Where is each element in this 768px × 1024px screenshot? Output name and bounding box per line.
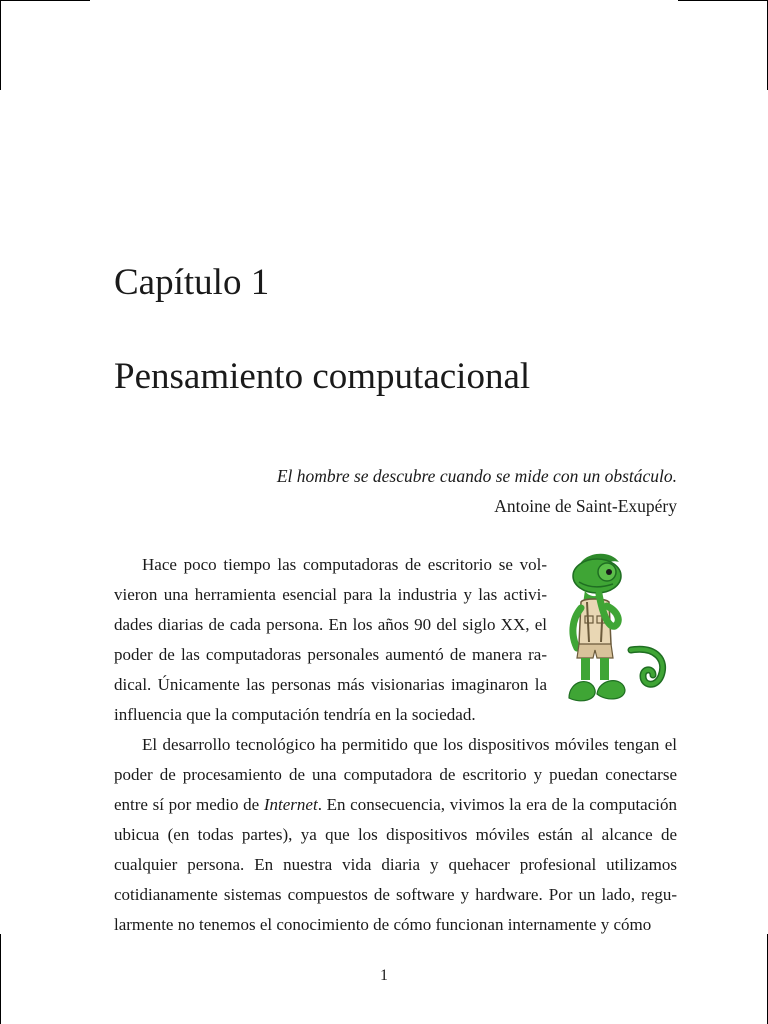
paragraph-1: Hace poco tiempo las computadoras de escritorio se volvieron una herramienta esencial para la industria y las actividades diarias de cada persona. En los años 90 del siglo XX, el poder de las computadoras personales aumentó de manera radical. Únicamente las personas más visionarias imaginaron la influencia que la computación tendría en la sociedad. — [114, 555, 547, 724]
epigraph-author: Antoine de Saint-Exupéry — [494, 496, 677, 516]
epigraph-quote: El hombre se descubre cuando se mide con un obstáculo. — [276, 466, 677, 486]
body-text — [114, 550, 677, 940]
paragraph-2-end: . En consecuencia, vivimos la era de la computación ubicua (en todas partes), ya que los dispositivos móviles están al alcance de cualquier persona. En nuestra vida diaria y quehacer profesional utilizamos cotidianamente sistemas compuestos de software y hardware. Por un lado, regularmente no tenemos el conocimiento de cómo funcionan internamente y cómo — [114, 795, 677, 934]
crop-mark-top-left-h — [0, 0, 90, 1]
chameleon-mascot-icon — [561, 550, 677, 706]
crop-mark-top-left-v — [0, 0, 1, 90]
paragraph-2 — [114, 730, 677, 940]
paragraph-2-start: El desarrollo tecnológico ha permitido que los dispositivos móviles tengan el poder de procesamiento de una computadora de escritorio y puedan conectarse entre sí por medio de — [114, 735, 677, 814]
chapter-title: Pensamiento computacional — [114, 356, 531, 397]
page-number: 1 — [380, 967, 388, 984]
internet-term: Internet — [263, 795, 318, 814]
crop-mark-top-right-h — [678, 0, 768, 1]
chapter-label: Capítulo 1 — [114, 262, 270, 303]
epigraph — [277, 461, 677, 521]
